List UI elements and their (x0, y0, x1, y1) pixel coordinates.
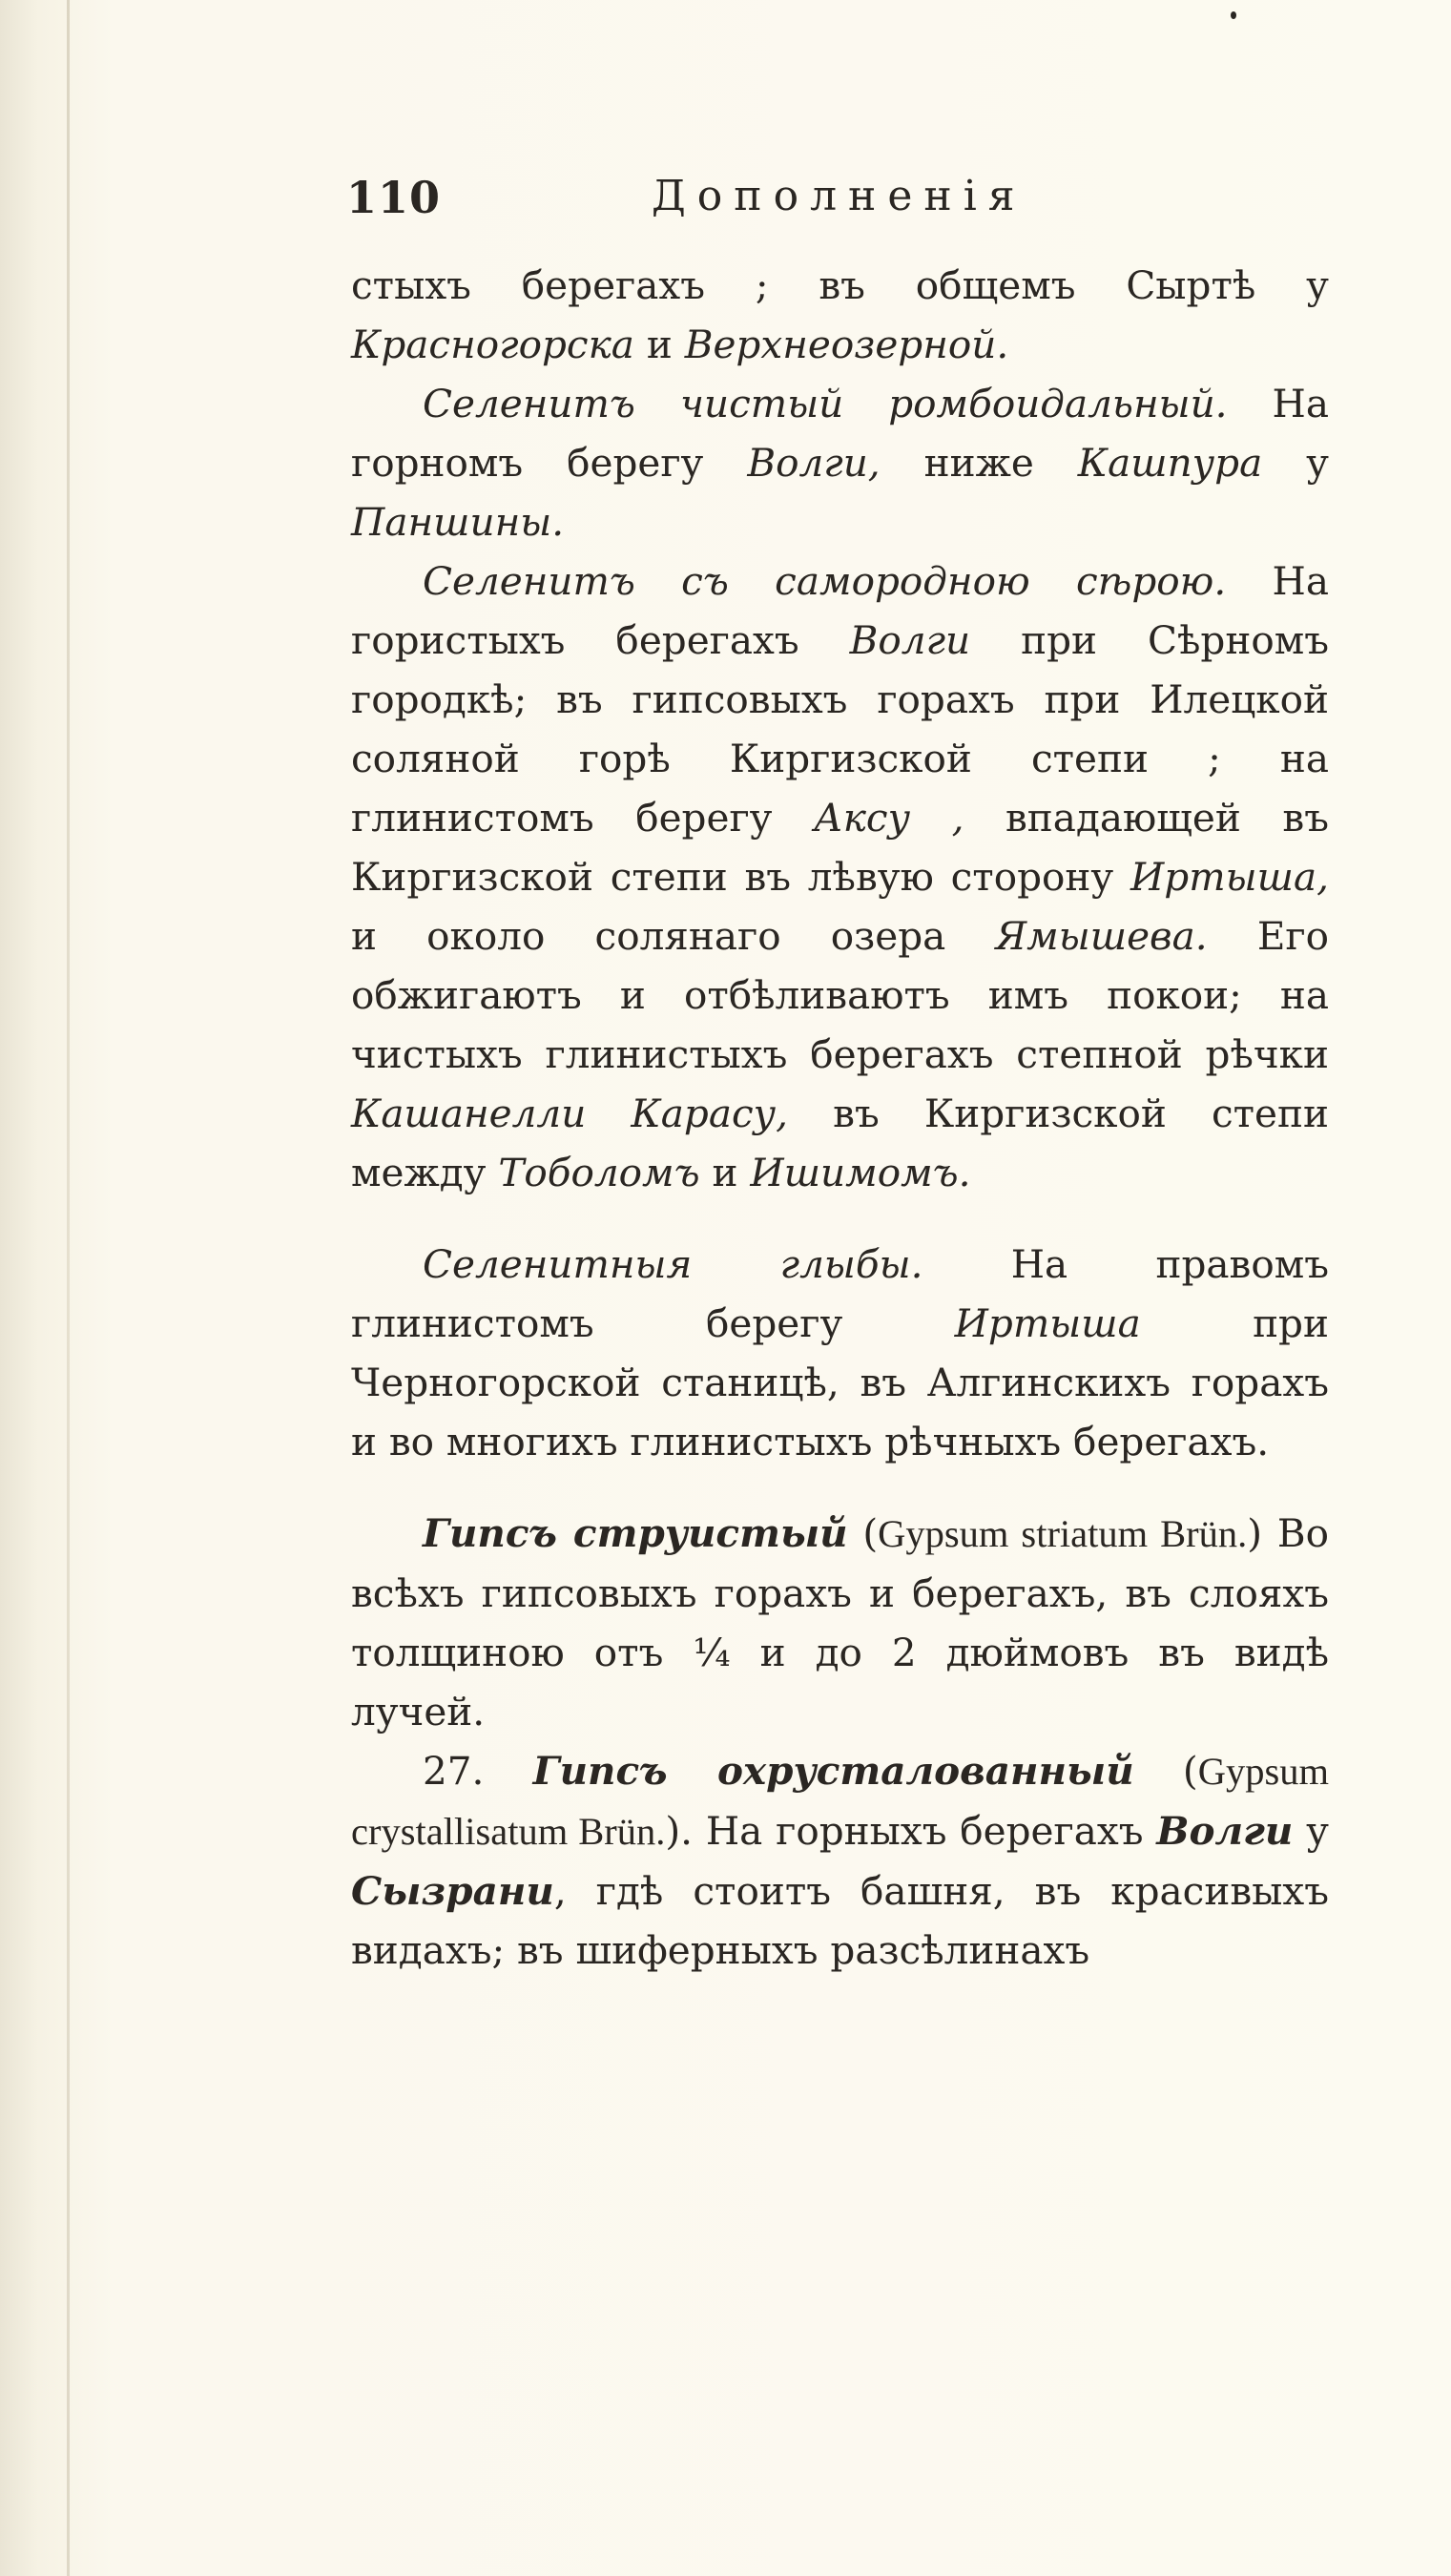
text-segment: Селенитныя глыбы. (423, 1241, 923, 1287)
text-segment: Селенитъ съ самородною сѣрою. (423, 558, 1227, 604)
text-segment: Gypsum crystallisatum Brün. (351, 1750, 1329, 1853)
text-segment: впадающей въ Киргизской степи въ лѣвую сторону (351, 795, 1329, 900)
text-segment: у (1262, 440, 1329, 486)
text-segment: Волги (1156, 1808, 1294, 1854)
text-segment: и (699, 1150, 751, 1195)
text-segment: Иртыша, (1130, 854, 1329, 900)
paragraph (351, 1741, 1329, 1980)
page-header (0, 172, 1451, 229)
text-segment: Его обжигаютъ и отбѣливаютъ имъ покои; на чистыхъ глинистыхъ берегахъ степной рѣчки (351, 913, 1329, 1077)
text-segment: при Сѣрномъ городкѣ; въ гипсовыхъ горахъ при Илецкой соляной горѣ Киргизской степи ; на глинистомъ берегу (351, 617, 1329, 841)
text-segment: Сызрани (351, 1868, 554, 1914)
text-segment: стыхъ берегахъ ; въ общемъ Сыртѣ у (351, 262, 1329, 308)
page-edge-shadow (67, 0, 70, 2576)
text-segment: ). На горныхъ берегахъ (665, 1808, 1157, 1854)
text-segment: 27. (423, 1748, 533, 1794)
text-segment: Тоболомъ (498, 1150, 700, 1195)
page-number: 110 (346, 172, 442, 223)
paragraph (351, 256, 1329, 374)
text-segment: На горномъ берегу (351, 381, 1329, 486)
text-segment: Gypsum striatum Brün. (878, 1512, 1248, 1555)
text-segment: Волги, (747, 440, 881, 486)
paragraph (351, 1235, 1329, 1471)
paragraph (351, 374, 1329, 551)
text-segment: Красногорска (351, 322, 634, 367)
text-segment: Аксу , (814, 795, 964, 841)
paragraph (351, 1504, 1329, 1741)
text-segment: Верхнеозерной. (684, 322, 1009, 367)
text-segment: Ямышева. (995, 913, 1208, 959)
text-segment: ниже (880, 440, 1078, 486)
ink-speck (1231, 11, 1236, 19)
text-segment: и около солянаго озера (351, 913, 996, 959)
paragraph (351, 551, 1329, 1202)
text-segment: въ Киргизской степи между (351, 1091, 1329, 1195)
text-segment: Иртыша (954, 1300, 1141, 1346)
text-segment: и (633, 322, 685, 367)
text-segment: ( (1133, 1748, 1198, 1794)
running-title: Дополненiя (652, 172, 1026, 220)
text-segment: ) Во всѣхъ гипсовыхъ горахъ и берегахъ, въ слояхъ толщиною отъ ¼ и до 2 дюймовъ въ видѣ лучей. (351, 1510, 1329, 1735)
text-segment: Кашанелли Карасу, (351, 1091, 789, 1136)
text-segment: Гипсъ струистый (423, 1510, 848, 1556)
text-segment: Кашпура (1077, 440, 1263, 486)
text-segment: при Черногорской станицѣ, въ Алгинскихъ горахъ и во многихъ глинистыхъ рѣчныхъ берегахъ. (351, 1300, 1329, 1465)
text-segment: На гористыхъ берегахъ (351, 558, 1329, 663)
text-segment: , гдѣ стоитъ башня, въ красивыхъ видахъ; въ шиферныхъ разсѣлинахъ (351, 1868, 1329, 1973)
text-segment: у (1293, 1808, 1330, 1854)
text-segment: ( (847, 1510, 879, 1556)
text-segment: Ишимомъ. (750, 1150, 971, 1195)
text-segment: Волги (849, 617, 971, 663)
text-segment: Паншины. (351, 499, 565, 545)
page-body-text (351, 256, 1329, 1980)
text-segment: На правомъ глинистомъ берегу (351, 1241, 1329, 1346)
text-segment: Селенитъ чистый ромбоидальный. (423, 381, 1228, 426)
text-segment: Гипсъ охрусталованный (532, 1748, 1134, 1794)
